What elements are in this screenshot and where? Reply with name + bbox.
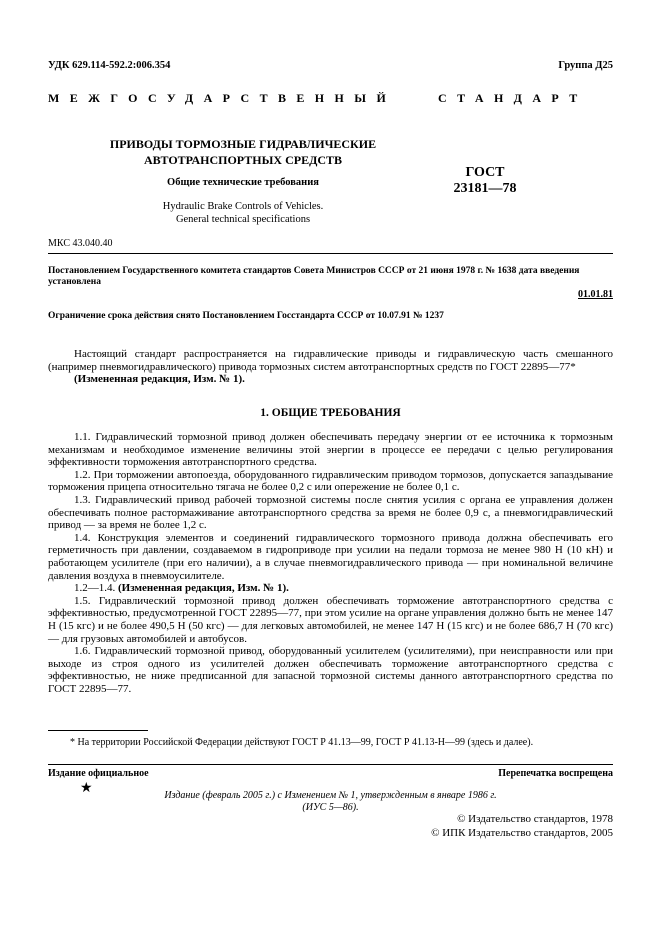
star-icon: ★ (80, 781, 93, 796)
clause-amendment (48, 582, 613, 595)
copyright-1978: © Издательство стандартов, 1978 (457, 813, 613, 825)
subtitle: Общие технические требования (167, 177, 319, 188)
footer-divider (48, 764, 613, 765)
clause-1-1: 1.1. Гидравлический тормозной привод должен обеспечивать передачу энергии от ее источника к тормозным механизмам и необходимое изменение величины этой энергии в процессе ее передачи с целью регулирования эффективности торможения автотранспортного средства. (48, 431, 613, 469)
intro-block (48, 348, 613, 386)
introduction-date: 01.01.81 (578, 289, 613, 300)
clause-1-2: 1.2. При торможении автопоезда, оборудованного гидравлическим приводом тормозов, допускается запаздывание торможения прицепа относительно тягача не более 0,2 с или опережение не более 0,1 с. (48, 468, 613, 494)
amendment-prefix: 1.2—1.4. (74, 582, 116, 595)
footnote-rule (48, 730, 148, 731)
udk-code: УДК 629.114-592.2:006.354 (48, 60, 171, 71)
clause-1-4: 1.4. Конструкция элементов и соединений гидравлического тормозного привода должна обеспечивать его герметичность при давлении, создаваемом в гидроприводе при усилии на педали тормоза не менее 980 Н (10 кН) и работающем усилителе (при его наличии), а в случае пневмогидравлического привода — при номинальной величине давления воздуха в пневмоусилителе. (48, 531, 613, 582)
copyright-2005: © ИПК Издательство стандартов, 2005 (431, 827, 613, 839)
divider (48, 253, 613, 254)
clause-1-5: 1.5. Гидравлический тормозной привод должен обеспечивать торможение автотранспортного средства с эффективностью, предусмотренной ГОСТ 22895—77, при этом усилие на органе управления должно быть не менее 147 Н (15 кгс) и не более 490,5 Н (50 кгс) — для легковых автомобилей, не менее 147 Н (15 кгс) и не более 686,7 Н (70 кгс) — для грузовых автомобилей и автобусов. (48, 594, 613, 645)
section-body (48, 431, 613, 695)
intro-paragraph: Настоящий стандарт распространяется на гидравлические приводы и гидравлическую часть смешанного (например пневмогидравлического) привода тормозных систем автотранспортных средств по ГОСТ 22895—77* (48, 348, 613, 373)
gost-number: 23181—78 (453, 181, 517, 196)
banner-standard: СТАНДАРТ (438, 91, 588, 105)
official-edition: Издание официальное (48, 768, 149, 779)
english-title-line-1: Hydraulic Brake Controls of Vehicles. (162, 201, 324, 212)
clause-1-3: 1.3. Гидравлический привод рабочей тормозной системы после снятия усилия с органа ее управления должен обеспечивать полное растормаживание автотранспортного средства за время не более 0,9 с, а пневмогидравлический привод — за время не более 1,2 с. (48, 493, 613, 532)
mks-code: МКС 43.040.40 (48, 238, 113, 249)
group-code: Группа Д25 (558, 60, 613, 71)
title-line-2: АВТОТРАНСПОРТНЫХ СРЕДСТВ (143, 153, 343, 167)
gost-label: ГОСТ (465, 165, 505, 180)
intro-amendment: (Измененная редакция, Изм. № 1). (74, 373, 245, 386)
title-line-1: ПРИВОДЫ ТОРМОЗНЫЕ ГИДРАВЛИЧЕСКИЕ (109, 137, 377, 151)
english-title-line-2: General technical specifications (175, 214, 311, 225)
footnote: * На территории Российской Федерации действуют ГОСТ Р 41.13—99, ГОСТ Р 41.13-Н—99 (здесь и далее). (70, 737, 534, 748)
edition-note-line-1: Издание (февраль 2005 г.) с Изменением № 1, утвержденным в январе 1986 г. (164, 790, 497, 801)
amendment-text: (Измененная редакция, Изм. № 1). (118, 582, 289, 595)
restriction-text: Ограничение срока действия снято Постановлением Госстандарта СССР от 10.07.91 № 1237 (48, 311, 444, 321)
decree-text: Постановлением Государственного комитета стандартов Совета Министров СССР от 21 июня 1978 г. № 1638 дата введения установлена (48, 266, 580, 287)
edition-note-line-2: (ИУС 5—86). (302, 802, 359, 813)
section-heading: 1. ОБЩИЕ ТРЕБОВАНИЯ (260, 407, 401, 419)
clause-1-6: 1.6. Гидравлический тормозной привод, оборудованный усилителем (усилителями), при неисправности или при выходе из строя одного из усилителей должен обеспечивать торможение автотранспортного средства с эффективностью, не ниже предписанной для запасной тормозной системы данного автотранспортного средства по ГОСТ 22895—77. (48, 645, 613, 695)
banner-interstate: МЕЖГОСУДАРСТВЕННЫЙ (48, 91, 397, 105)
reprint-prohibited: Перепечатка воспрещена (498, 768, 613, 779)
